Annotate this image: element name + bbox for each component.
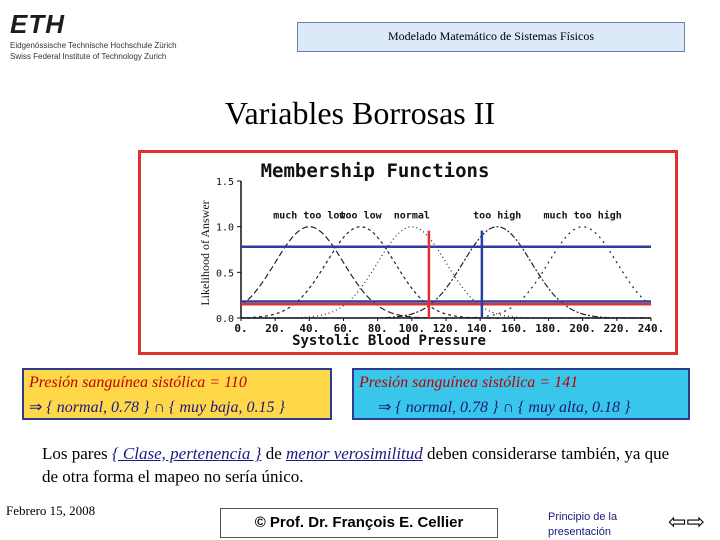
para-text-3: deben considerarse también, ya que de otra forma el mapeo no sería único.: [42, 444, 670, 486]
chart-xlabel: Systolic Blood Pressure: [292, 333, 486, 349]
nav-arrows-icon[interactable]: ⇦⇨: [668, 510, 705, 535]
series-label: much too high: [543, 210, 622, 222]
example-110-result: [29, 397, 285, 417]
para-emph-likelihood: menor verosimilitud: [286, 444, 423, 463]
explanation-paragraph: [42, 442, 682, 488]
example-141-reading: Presión sanguínea sistólica = 141: [359, 374, 579, 391]
y-tick-label: 0.5: [215, 268, 234, 280]
para-emph-pairs: { Clase, pertenencia }: [111, 444, 262, 463]
para-text-2: de: [261, 444, 286, 463]
eth-logo-text: ETH: [10, 9, 65, 39]
x-tick-label: 140.: [466, 322, 494, 335]
example-box-110: [22, 368, 332, 420]
intersection-icon: ∩: [153, 399, 165, 416]
x-tick-label: 40.: [299, 322, 320, 335]
start-of-presentation-link[interactable]: Principio de la presentación: [548, 511, 618, 538]
intersection-icon: ∩: [502, 399, 514, 416]
membership-chart-svg: [141, 153, 675, 352]
series-label: normal: [393, 210, 430, 222]
implies-icon: ⇒: [29, 399, 43, 416]
footer-author: © Prof. Dr. François E. Cellier: [254, 514, 464, 531]
example-141-part2: { muy alta, 0.18 }: [518, 399, 631, 416]
example-box-141: [352, 368, 690, 420]
example-110-reading: Presión sanguínea sistólica = 110: [29, 374, 247, 391]
x-tick-label: 220.: [603, 322, 631, 335]
x-tick-label: 20.: [265, 322, 286, 335]
example-110-part1: { normal, 0.78 }: [46, 399, 150, 416]
x-tick-label: 100.: [398, 322, 426, 335]
slide-title: Variables Borrosas II: [224, 95, 496, 131]
series-label: too high: [473, 210, 522, 222]
membership-chart: [138, 150, 678, 355]
x-tick-label: 200.: [569, 322, 596, 335]
chart-title: Membership Functions: [260, 160, 490, 182]
course-title-box: [297, 22, 685, 52]
x-tick-label: 240.: [637, 322, 665, 335]
y-tick-label: 1.5: [215, 177, 234, 188]
example-141-result: [378, 397, 630, 417]
x-tick-label: 120.: [432, 322, 460, 335]
example-141-part1: { normal, 0.78 }: [395, 399, 499, 416]
x-tick-label: 60.: [333, 322, 354, 335]
series-label: much too low: [273, 210, 346, 222]
eth-logo: [10, 9, 210, 62]
footer-author-box: [220, 508, 498, 538]
series-label: too low: [339, 210, 382, 222]
implies-icon: ⇒: [378, 399, 392, 416]
y-tick-label: 1.0: [215, 222, 234, 234]
footer-date: Febrero 15, 2008: [6, 503, 96, 518]
x-tick-label: 80.: [367, 322, 388, 335]
eth-logo-line1: Eidgenössische Technische Hochschule Zürich: [10, 41, 177, 50]
example-110-part2: { muy baja, 0.15 }: [169, 399, 285, 416]
y-tick-label: 0.0: [215, 314, 234, 325]
x-tick-label: 180.: [535, 322, 562, 335]
x-tick-label: 160.: [501, 322, 528, 335]
chart-ylabel: Likelihood of Answer: [198, 200, 212, 306]
x-tick-label: 0.: [234, 322, 248, 335]
course-title: Modelado Matemático de Sistemas Físicos: [388, 29, 594, 43]
para-text-1: Los pares: [42, 444, 112, 463]
eth-logo-line2: Swiss Federal Institute of Technology Zurich: [10, 52, 167, 61]
